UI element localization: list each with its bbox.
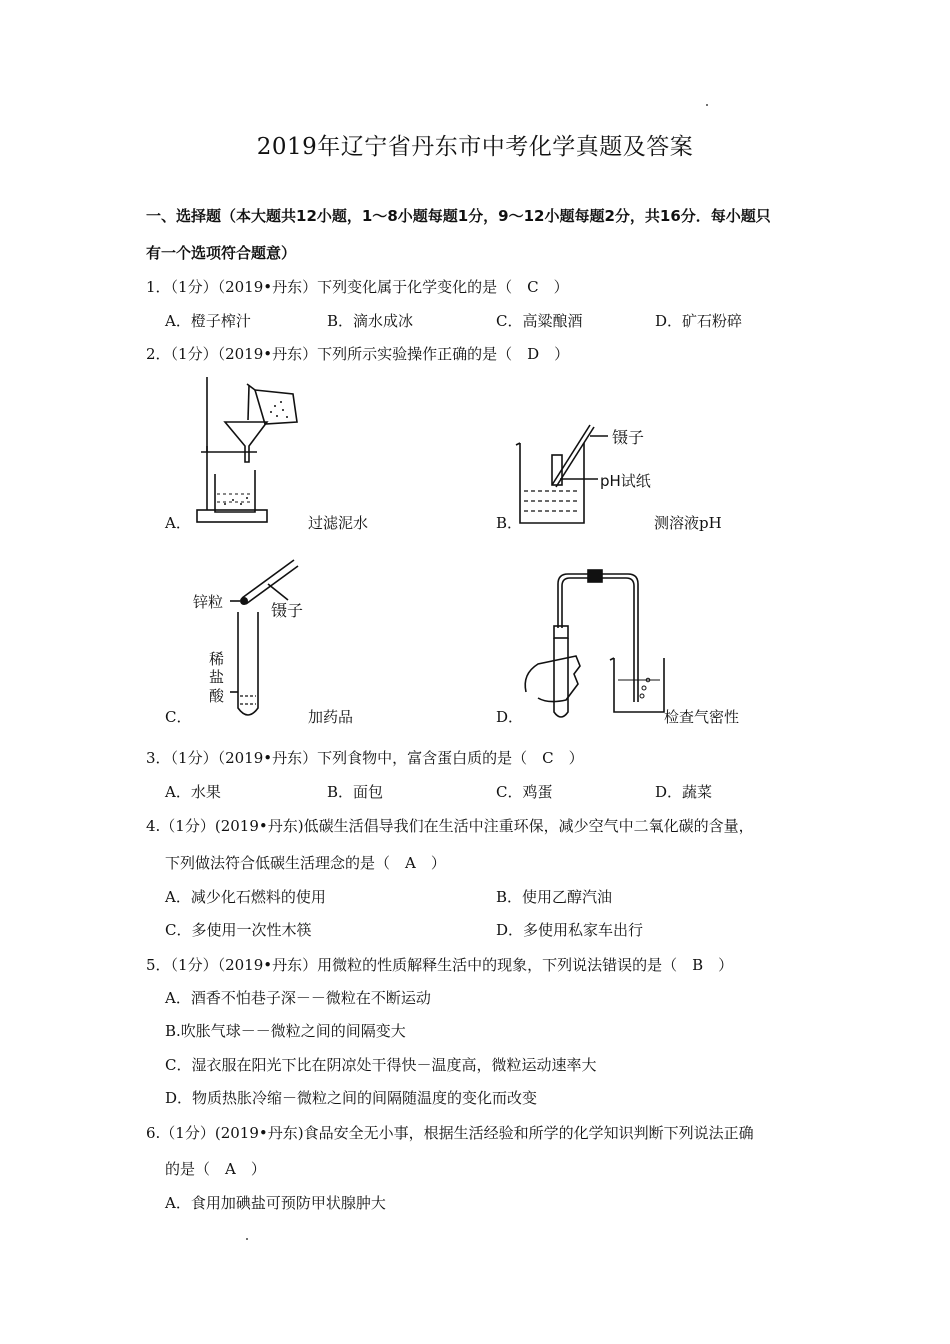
question-5-option-c: C．湿衣服在阳光下比在阴凉处干得快－温度高，微粒运动速率大 xyxy=(165,1056,597,1074)
filtration-apparatus-figure xyxy=(185,372,310,527)
question-5-option-d: D．物质热胀冷缩－微粒之间的间隔随温度的变化而改变 xyxy=(165,1089,538,1107)
question-1-option-a: A．橙子榨汁 xyxy=(165,312,251,330)
question-1-option-b: B．滴水成冰 xyxy=(327,312,414,330)
label-ph-paper: pH试纸 xyxy=(600,472,651,490)
label-tweezers-c: 镊子 xyxy=(271,601,304,620)
question-1-option-c: C．高粱酿酒 xyxy=(496,312,583,330)
question-2-option-a-letter: A． xyxy=(165,514,191,532)
adding-zinc-figure xyxy=(228,556,308,722)
speck-mark xyxy=(246,1238,248,1240)
question-3-stem: 3．（1分）（2019•丹东）下列食物中，富含蛋白质的是（ C ） xyxy=(146,749,584,767)
label-acid-char-1: 稀 xyxy=(209,650,225,668)
question-1-stem: 1．（1分）（2019•丹东）下列变化属于化学变化的是（ C ） xyxy=(146,278,569,296)
question-2-option-c-letter: C． xyxy=(165,708,192,726)
question-2-stem: 2．（1分）（2019•丹东）下列所示实验操作正确的是（ D ） xyxy=(146,345,570,363)
question-3-option-d: D．蔬菜 xyxy=(655,783,713,801)
question-6-option-a: A．食用加碘盐可预防甲状腺肿大 xyxy=(165,1194,386,1212)
question-6-stem-line1: 6.（1分）(2019•丹东)食品安全无小事，根据生活经验和所学的化学知识判断下列说法正确 xyxy=(146,1124,754,1142)
question-2-option-b-letter: B． xyxy=(496,514,523,532)
question-2-option-b-caption: 测溶液pH xyxy=(654,514,722,532)
question-2-option-a-caption: 过滤泥水 xyxy=(308,514,369,532)
question-4-option-d: D．多使用私家车出行 xyxy=(496,921,644,939)
label-acid-char-2: 盐 xyxy=(209,668,225,686)
question-3-option-c: C．鸡蛋 xyxy=(496,783,553,801)
question-4-stem-line1: 4.（1分）(2019•丹东)低碳生活倡导我们在生活中注重环保，减少空气中二氧化碳的含量， xyxy=(146,817,754,835)
question-3-option-a: A．水果 xyxy=(165,783,221,801)
question-3-option-b: B．面包 xyxy=(327,783,384,801)
label-tweezers-b: 镊子 xyxy=(612,428,645,447)
question-5-option-a: A．酒香不怕巷子深－－微粒在不断运动 xyxy=(165,989,431,1007)
page-title: 2019年辽宁省丹东市中考化学真题及答案 xyxy=(256,134,694,160)
question-4-option-b: B．使用乙醇汽油 xyxy=(496,888,613,906)
section-heading-line2: 有一个选项符合题意） xyxy=(146,244,297,262)
label-acid-char-3: 酸 xyxy=(209,687,225,705)
question-5-stem: 5．（1分）（2019•丹东）用微粒的性质解释生活中的现象，下列说法错误的是（ B ） xyxy=(146,956,734,974)
question-5-option-b: B.吹胀气球－－微粒之间的间隔变大 xyxy=(165,1022,406,1040)
question-4-stem-line2: 下列做法符合低碳生活理念的是（ A ） xyxy=(165,854,446,872)
question-4-option-a: A．减少化石燃料的使用 xyxy=(165,888,326,906)
question-4-option-c: C．多使用一次性木筷 xyxy=(165,921,312,939)
question-2-option-c-caption: 加药品 xyxy=(308,708,354,726)
question-1-option-d: D．矿石粉碎 xyxy=(655,312,743,330)
label-zinc: 锌粒 xyxy=(193,593,224,611)
question-2-option-d-letter: D． xyxy=(496,708,524,726)
question-6-stem-line2: 的是（ A ） xyxy=(165,1160,266,1178)
airtightness-check-figure xyxy=(518,562,668,722)
question-2-option-d-caption: 检查气密性 xyxy=(664,708,740,726)
section-heading-line1: 一、选择题（本大题共12小题，1～8小题每题1分，9～12小题每题2分，共16分．每小题只 xyxy=(146,207,771,225)
speck-mark xyxy=(706,104,708,106)
